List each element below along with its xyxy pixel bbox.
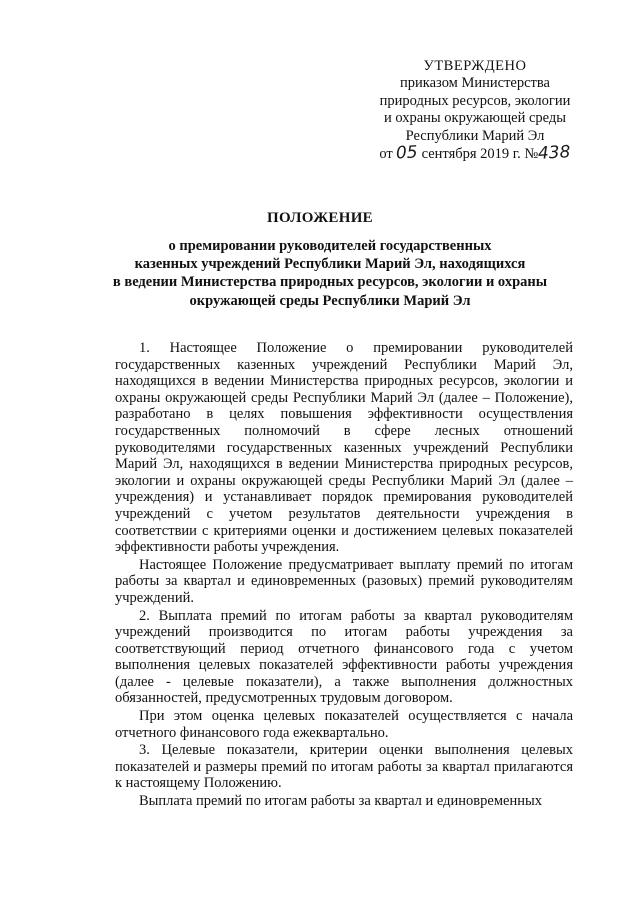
approval-date-line — [360, 142, 590, 164]
approval-line-1: приказом Министерства — [400, 75, 550, 92]
approval-stamp-block — [360, 58, 590, 163]
document-body — [115, 340, 573, 810]
date-prefix: от — [379, 146, 393, 163]
paragraph-4: При этом оценка целевых показателей осуществляется с начала отчетного финансового года ежеквартально. — [115, 708, 573, 741]
paragraph-3: 2. Выплата премий по итогам работы за квартал руководителям учреждений производится по итогам работы учреждения за соответствующий период отчетного финансового года с учетом выполнения целевых показателей эффективности работы учреждения (далее - целевые показатели), а также выполнения должностных обязанностей, предусмотренных трудовым договором. — [115, 607, 573, 707]
approval-line-2: природных ресурсов, экологии — [379, 92, 571, 109]
handwritten-order-number: 438 — [537, 142, 572, 164]
approval-line-3: и охраны окружающей среды — [383, 110, 567, 127]
paragraph-5: 3. Целевые показатели, критерии оценки выполнения целевых показателей и размеры премий по итогам работы за квартал прилагаются к настоящему Положению. — [115, 742, 573, 792]
date-middle: сентября 2019 г. № — [421, 146, 539, 163]
subtitle-line-1: о премировании руководителей государственных — [168, 238, 492, 254]
paragraph-2: Настоящее Положение предусматривает выплату премий по итогам работы за квартал и единовременных (разовых) премий руководителям учреждений. — [115, 556, 573, 606]
subtitle-line-3: в ведении Министерства природных ресурсов, экологии и охраны — [112, 274, 548, 291]
handwritten-day: 05 — [395, 142, 419, 164]
subtitle-line-2: казенных учреждений Республики Марий Эл, находящихся — [134, 256, 526, 273]
document-subtitle — [80, 237, 580, 310]
paragraph-6: Выплата премий по итогам работы за квартал и единовременных — [139, 793, 542, 810]
paragraph-1: 1. Настоящее Положение о премировании руководителей государственных казенных учреждений Республики Марий Эл, находящихся в ведении Министерства природных ресурсов, экологии и охраны окружающей среды Республики Марий Эл (далее – Положение), разработано в целях повышения эффективности осуществления государственных полномочий в сфере лесных отношений руководителями государственных казенных учреждений Республики Марий Эл, находящихся в ведении Министерства природных ресурсов, экологии и охраны окружающей среды Республики Марий Эл (далее – учреждения) и устанавливает порядок премирования руководителей учреждений с учетом результатов деятельности учреждения в соответствии с критериями оценки и достижением целевых показателей эффективности работы учреждения. — [115, 340, 573, 556]
document-title: ПОЛОЖЕНИЕ — [267, 210, 373, 226]
approval-heading: УТВЕРЖДЕНО — [423, 58, 527, 74]
subtitle-line-4: окружающей среды Республики Марий Эл — [189, 292, 471, 309]
approval-line-4: Республики Марий Эл — [405, 127, 545, 144]
